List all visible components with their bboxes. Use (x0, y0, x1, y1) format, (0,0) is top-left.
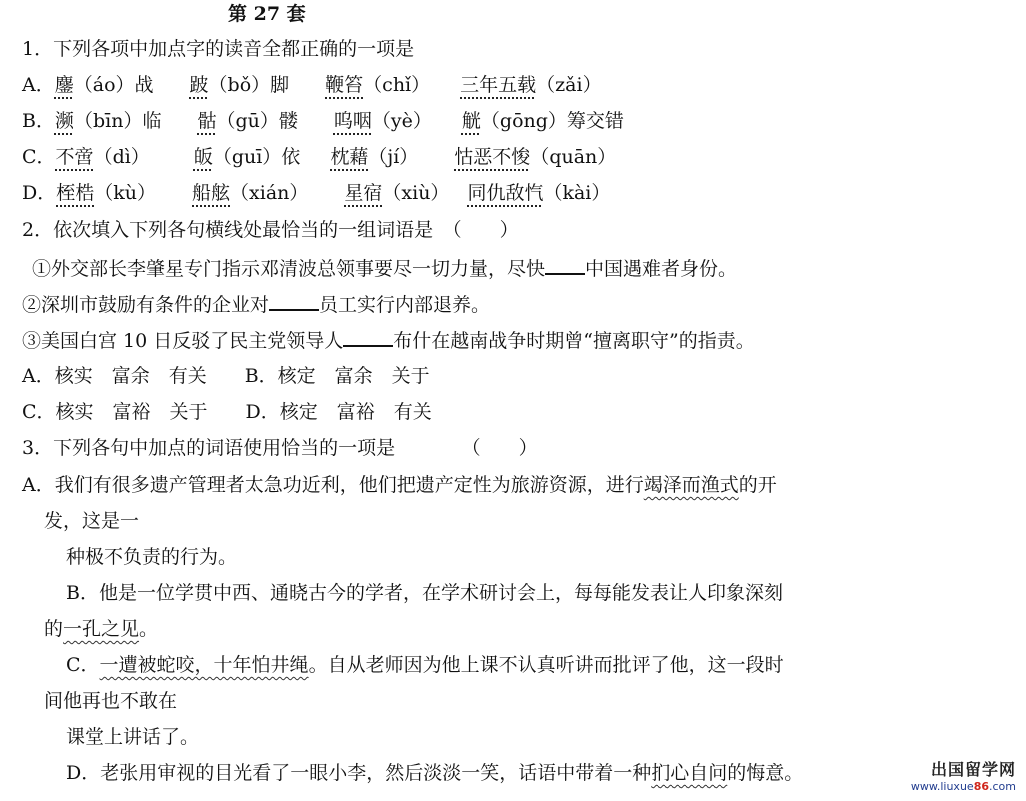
watermark-url-part: 86 (973, 780, 989, 793)
pinyin: （jí） (368, 146, 419, 168)
dotted-char: 怙恶不悛 (454, 146, 531, 168)
option-prefix: A． (22, 74, 55, 96)
pinyin: （bīn）临 (73, 110, 162, 132)
q3-option-d-line1 (66, 761, 803, 785)
q1-option-d (22, 181, 610, 205)
q2-sentence-3 (22, 327, 755, 353)
sentence-text: ③美国白宫 10 日反驳了民主党领导人 (22, 330, 344, 352)
q2-sentence-1 (32, 255, 737, 281)
page-title: 第 27 套 (228, 3, 306, 25)
option-prefix: C． (22, 146, 56, 168)
sentence-text: ②深圳市鼓励有条件的企业对 (22, 294, 270, 316)
q2-stem: 2．依次填入下列各句横线处最恰当的一组词语是 （ ） (22, 219, 519, 241)
watermark-url (911, 780, 1016, 793)
dotted-char: 濒 (54, 110, 74, 132)
sentence-text: D．老张用审视的目光看了一眼小李，然后淡淡一笑，话语中带着一种 (66, 762, 652, 784)
dotted-char: 星宿 (344, 182, 383, 204)
pinyin: （kù） (94, 182, 157, 204)
sentence-text: ①外交部长李肇星专门指示邓清波总领事要尽一切力量，尽快 (32, 258, 546, 280)
pinyin: （dì） (93, 146, 150, 168)
dotted-char: 跛 (189, 74, 209, 96)
dotted-char: 不啻 (55, 146, 94, 168)
pinyin: （xiù） (382, 182, 450, 204)
pinyin: （chǐ） (363, 74, 431, 96)
sentence-text: 。 (139, 618, 159, 640)
sentence-text: 员工实行内部退养。 (319, 294, 491, 316)
q3-option-a-line1 (22, 473, 777, 497)
sentence-text: 。自从老师因为他上课不认真听讲而批评了他，这一段时 (308, 654, 784, 676)
watermark-title: 出国留学网 (930, 760, 1016, 779)
watermark-url-part: .com (989, 780, 1016, 793)
dotted-char: 桎梏 (56, 182, 95, 204)
q3-option-b-line1: B．他是一位学贯中西、通晓古今的学者，在学术研讨会上，每每能发表让人印象深刻 (66, 582, 783, 604)
dotted-char: 三年五载 (460, 74, 537, 96)
sentence-text: 的 (44, 618, 64, 640)
q3-stem: 3．下列各句中加点的词语使用恰当的一项是 （ ） (22, 437, 538, 459)
sentence-text: A．我们有很多遗产管理者太急功近利，他们把遗产定性为旅游资源，进行 (22, 474, 644, 496)
marked-phrase: 一孔之见 (63, 618, 140, 640)
pinyin: （gōng）筹交错 (480, 110, 624, 132)
fill-blank (269, 291, 319, 311)
dotted-char: 同仇敌忾 (467, 182, 544, 204)
sentence-text: 的开 (738, 474, 777, 496)
fill-blank (343, 327, 393, 347)
q1-option-b (22, 109, 624, 133)
q2-options-ab: A．核实 富余 有关 B．核定 富余 关于 (22, 365, 430, 387)
sentence-text: C． (66, 654, 100, 676)
q3-option-a-line3: 种极不负责的行为。 (66, 546, 238, 568)
pinyin: （zǎi） (536, 74, 602, 96)
q3-option-c-line3: 课堂上讲话了。 (66, 726, 200, 748)
pinyin: （áo）战 (73, 74, 154, 96)
dotted-char: 船舷 (192, 182, 231, 204)
pinyin: （guī）依 (212, 146, 301, 168)
q1-option-a (22, 73, 602, 97)
dotted-char: 觥 (461, 110, 481, 132)
sentence-text: 的悔意。 (727, 762, 804, 784)
pinyin: （yè） (371, 110, 432, 132)
sentence-text: 中国遇难者身份。 (585, 258, 738, 280)
sentence-text: 布什在越南战争时期曾“擅离职守”的指责。 (393, 330, 755, 352)
dotted-char: 鏖 (54, 74, 74, 96)
dotted-char: 枕藉 (330, 146, 369, 168)
pinyin: （gū）髅 (216, 110, 298, 132)
fill-blank (545, 255, 585, 275)
dotted-char: 鞭笞 (325, 74, 364, 96)
dotted-char: 骷 (197, 110, 217, 132)
marked-phrase: 一遭被蛇咬，十年怕井绳 (99, 654, 309, 676)
q2-sentence-2 (22, 291, 490, 317)
option-prefix: B． (22, 110, 55, 132)
q3-option-a-line2: 发，这是一 (44, 510, 140, 532)
pinyin: （kài） (543, 182, 611, 204)
marked-phrase: 扪心自问 (651, 762, 728, 784)
q3-option-c-line2: 间他再也不敢在 (44, 690, 178, 712)
pinyin: （quān） (530, 146, 617, 168)
dotted-char: 呜咽 (333, 110, 372, 132)
pinyin: （bǒ）脚 (208, 74, 290, 96)
q1-stem: 1．下列各项中加点字的读音全都正确的一项是 (22, 38, 415, 60)
site-watermark (911, 757, 1016, 793)
q1-option-c (22, 145, 616, 169)
marked-phrase: 竭泽而渔式 (643, 474, 739, 496)
q2-options-cd: C．核实 富裕 关于 D．核定 富裕 有关 (22, 401, 432, 423)
option-prefix: D． (22, 182, 57, 204)
watermark-url-part: www.liuxue (910, 780, 974, 793)
q3-option-b-line2 (44, 617, 158, 641)
pinyin: （xián） (230, 182, 309, 204)
dotted-char: 皈 (193, 146, 213, 168)
q3-option-c-line1 (66, 653, 784, 677)
